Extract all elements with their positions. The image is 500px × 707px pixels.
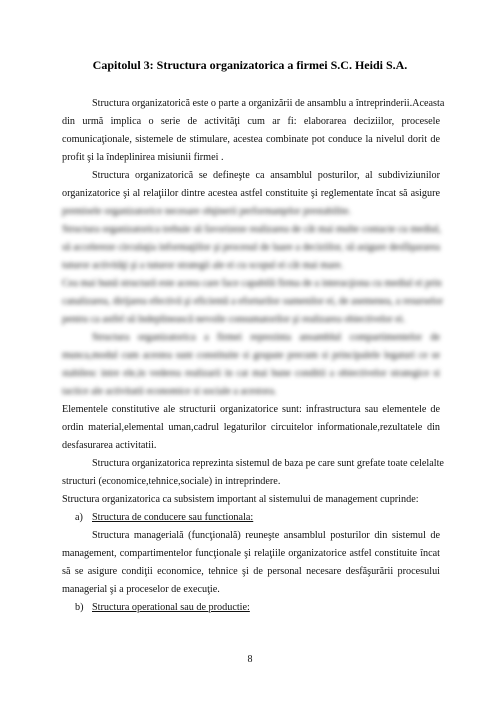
paragraph-line: managerial şi a proceselor de execuţie.: [62, 584, 220, 595]
paragraph-line: desfasurarea activitatii.: [62, 440, 157, 451]
chapter-title: Capitolul 3: Structura organizatorica a firmei S.C. Heidi S.A.: [92, 58, 408, 72]
paragraph-line: profit şi la îndeplinirea misiunii firmei .: [62, 152, 224, 163]
paragraph-line: Structura organizatorică este o parte a organizării de ansamblu a întreprinderii.Aceasta: [92, 98, 445, 109]
blurred-line: Cea mai bună structură este aceea care face capabilă firma de a interacţiona cu mediul ei prin: [62, 278, 442, 289]
blurred-line: Structura organizatorica trebuie să favorizeze realizarea de cât mai multe contacte cu mediul,: [62, 224, 442, 235]
page-number: 8: [247, 654, 253, 665]
blurred-line: munca,modul cum acestea sunt constituite si grupate precum si principalele legaturi ce se: [62, 350, 440, 361]
blurred-line: tuturor activităţi şi a tuturor strategii ale ei cu scopul ei cât mai mare.: [62, 260, 344, 271]
blurred-line: tactice ale activitatii economice si sociale a acestora.: [62, 386, 277, 397]
paragraph-line: management, compartimentelor funcţionale şi relaţiile organizatorice astfel constituite încat: [62, 548, 440, 559]
paragraph-line: Structura organizatorica ca subsistem important al sistemului de management cuprinde:: [62, 494, 419, 505]
blurred-line: premisele organizatorice necesare obţinerii performanţelor prestabilite.: [62, 206, 351, 217]
list-heading: Structura de conducere sau functionala:: [92, 512, 254, 523]
blurred-line: Structura organizatorica a firmei reprezinta ansamblul compartimentelor de: [92, 332, 440, 343]
paragraph-line: organizatorice şi al relaţiilor dintre acestea astfel constituite şi reglementate încat să asigure: [62, 188, 440, 199]
list-heading: Structura operational sau de productie:: [92, 602, 250, 613]
paragraph-line: Structura managerială (funcţională) reuneşte ansamblul posturilor din sistemul de: [92, 530, 440, 541]
paragraph-line: comunicaţionale, sistemele de stimulare, acestea combinate pot conduce la nivelul dorit de: [62, 134, 440, 145]
paragraph-line: să se asigure condiţii economice, tehnice şi de personal necesare desfăşurării procesului: [62, 566, 440, 577]
blurred-line: stabilesc intre ele,in vederea realizarii in cat mai bune conditii a obiectivelor strategice si: [62, 368, 440, 379]
paragraph-line: ordin material,elemental uman,cadrul legaturilor circuitelor informationale,rezultatele din: [62, 422, 440, 433]
list-marker: b): [75, 602, 84, 613]
blurred-line: pentru ca astfel să îndeplinească nevoile consumatorilor şi realizarea obiectivelor ei.: [62, 314, 406, 325]
paragraph-line: structuri (economice,tehnice,sociale) in intreprindere.: [62, 476, 281, 487]
blurred-line: să accelereze circulaţia informaţiilor şi procesul de luare a deciziilor, să asigure desfăşurarea: [62, 242, 440, 253]
blurred-line: canalizarea, dirijarea efectivă şi eficientă a eforturilor oamenilor ei, de asemenea, a resurselor: [62, 296, 443, 307]
paragraph-line: Structura organizatorica reprezinta sistemul de baza pe care sunt grefate toate celelalte: [92, 458, 444, 469]
paragraph-line: din urmă implica o serie de activităţi cum ar fi: elaborarea deciziilor, procesele: [62, 116, 440, 127]
paragraph-line: Structura organizatorică se defineşte ca ansamblul posturilor, al subdiviziunilor: [92, 170, 440, 181]
paragraph-line: Elementele constitutive ale structurii organizatorice sunt: infrastructura sau elementele de: [62, 404, 440, 415]
list-marker: a): [75, 512, 83, 523]
